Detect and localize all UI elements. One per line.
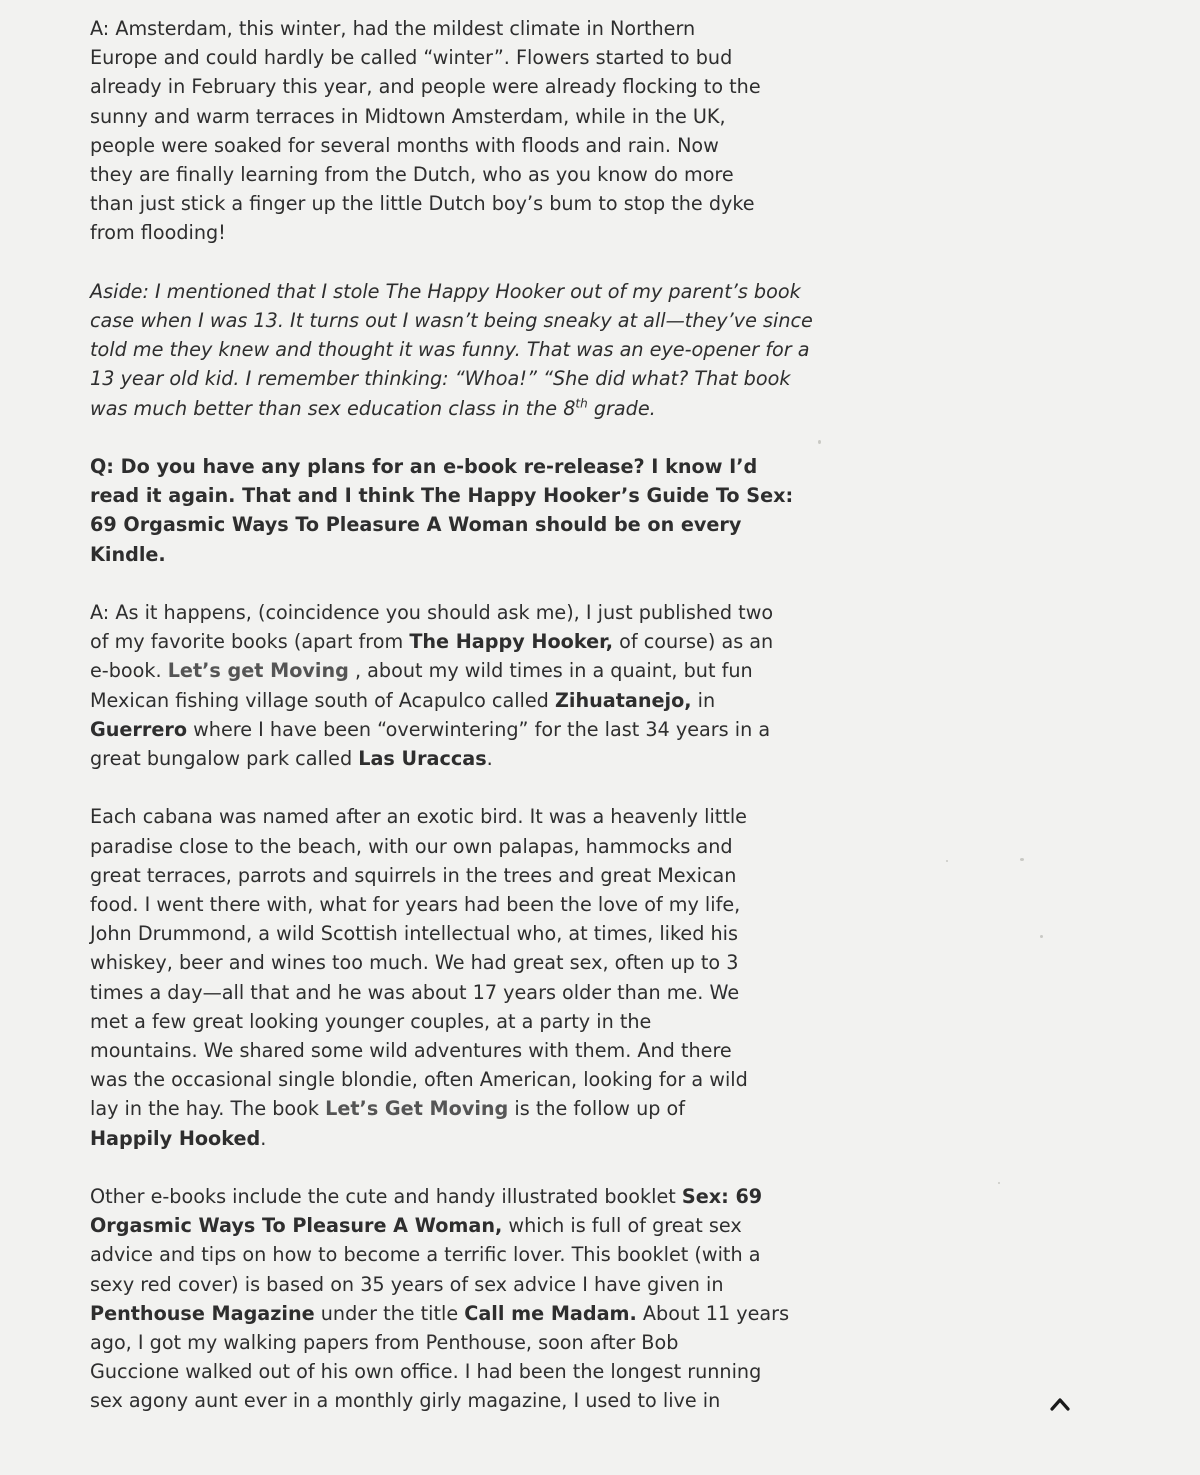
text-line [90, 656, 753, 685]
text-line: sex agony aunt ever in a monthly girly magazine, I used to live in [90, 1389, 721, 1413]
magazine-penthouse: Penthouse Magazine [90, 1301, 315, 1325]
text-run: . [260, 1126, 267, 1150]
text-line: paradise close to the beach, with our own palapas, hammocks and [90, 834, 733, 858]
text-run: Mexican fishing village south of Acapulco called [90, 688, 555, 712]
text-line: times a day—all that and he was about 17 years older than me. We [90, 980, 740, 1004]
book-link-lets-get-moving[interactable]: Let’s get Moving [167, 659, 349, 683]
text-run: was much better than sex education class in the 8 [90, 396, 576, 420]
text-run: grade. [587, 396, 656, 420]
question-paragraph [90, 452, 794, 569]
text-line: Each cabana was named after an exotic bird. It was a heavenly little [90, 805, 747, 829]
book-title-happy-hooker: The Happy Hooker, [409, 630, 614, 654]
text-line: sexy red cover) is based on 35 years of sex advice I have given in [90, 1272, 724, 1296]
text-line [90, 744, 740, 773]
text-run: lay in the hay. The book [90, 1097, 326, 1121]
text-run: which is full of great sex [502, 1214, 742, 1238]
scan-speck [998, 1182, 1000, 1184]
text-line: Guccione walked out of his own office. I had been the longest running [90, 1360, 762, 1384]
place-las-uraccas: Las Uraccas [358, 747, 487, 771]
text-run: of course) as an [613, 630, 774, 654]
text-run: is the follow up of [508, 1097, 686, 1121]
text-run: , about my wild times in a quaint, but fun [348, 659, 753, 683]
text-line: ago, I got my walking papers from Penthouse, soon after Bob [90, 1331, 679, 1355]
text-line: met a few great looking younger couples, at a party in the [90, 1009, 652, 1033]
text-line: 13 year old kid. I remember thinking: “Whoa!” “She did what? That book [90, 367, 791, 391]
text-line [90, 1182, 763, 1211]
text-line: 69 Orgasmic Ways To Pleasure A Woman should be on every [90, 513, 742, 537]
text-run: . [486, 747, 493, 771]
text-line: than just stick a finger up the little Dutch boy’s bum to stop the dyke [90, 192, 755, 216]
book-title-happily-hooked: Happily Hooked [90, 1126, 261, 1150]
text-line: sunny and warm terraces in Midtown Amsterdam, while in the UK, [90, 104, 726, 128]
text-run: of my favorite books (apart from [90, 630, 410, 654]
scroll-to-top-button[interactable] [1046, 1392, 1074, 1416]
aside-paragraph [90, 277, 813, 423]
text-line [90, 394, 740, 423]
text-line: food. I went there with, what for years had been the love of my life, [90, 893, 741, 917]
column-call-me-madam: Call me Madam. [464, 1301, 637, 1325]
article-body [90, 14, 813, 1416]
text-line: A: Amsterdam, this winter, had the mildest climate in Northern [90, 17, 696, 40]
text-line: read it again. That and I think The Happy Hooker’s Guide To Sex: [90, 484, 794, 508]
chevron-up-icon [1046, 1392, 1074, 1416]
text-run: where I have been “overwintering” for the last 34 years in a [187, 717, 771, 741]
text-run: e-book. [90, 659, 168, 683]
text-run: great bungalow park called [90, 747, 359, 771]
place-guerrero: Guerrero [90, 717, 188, 741]
text-line: was the occasional single blondie, often American, looking for a wild [90, 1068, 748, 1092]
scan-speck [1020, 858, 1024, 861]
text-line [90, 715, 771, 744]
text-line: advice and tips on how to become a terrific lover. This booklet (with a [90, 1243, 761, 1267]
text-line: John Drummond, a wild Scottish intellectual who, at times, liked his [90, 922, 738, 946]
text-line: Europe and could hardly be called “winter”. Flowers started to bud [90, 46, 733, 70]
text-run: About 11 years [636, 1301, 790, 1325]
book-link-lets-get-moving-2[interactable]: Let’s Get Moving [325, 1097, 509, 1121]
scan-speck [946, 860, 948, 862]
text-line: Kindle. [90, 542, 166, 566]
text-run: under the title [314, 1301, 465, 1325]
scan-speck [1040, 935, 1043, 938]
ordinal-suffix: th [575, 396, 588, 411]
text-line: great terraces, parrots and squirrels in the trees and great Mexican [90, 863, 737, 887]
book-title-sex-69: Sex: 69 [681, 1185, 763, 1209]
text-line: already in February this year, and people were already flocking to the [90, 75, 761, 99]
text-line: mountains. We shared some wild adventures with them. And there [90, 1039, 732, 1063]
paragraph-other-ebooks [90, 1182, 790, 1416]
paragraph-amsterdam [90, 14, 761, 248]
text-line: whiskey, beer and wines too much. We had great sex, often up to 3 [90, 951, 739, 975]
text-line: from flooding! [90, 221, 226, 245]
text-line [90, 686, 740, 715]
scan-speck [818, 440, 821, 444]
book-title-sex-69-cont: Orgasmic Ways To Pleasure A Woman, [90, 1214, 503, 1238]
text-line: they are finally learning from the Dutch, who as you know do more [90, 163, 734, 187]
text-line: told me they knew and thought it was funny. That was an eye-opener for a [90, 338, 810, 362]
text-line: people were soaked for several months with floods and rain. Now [90, 133, 719, 157]
text-run: in [691, 688, 716, 712]
text-line [90, 1124, 740, 1153]
text-line [90, 627, 774, 656]
text-run: Other e-books include the cute and handy illustrated booklet [90, 1185, 682, 1209]
place-zihuatanejo: Zihuatanejo, [554, 688, 692, 712]
text-line [90, 1094, 740, 1123]
text-line [90, 1299, 790, 1328]
answer-paragraph [90, 598, 774, 773]
paragraph-cabana [90, 802, 748, 1152]
text-line [90, 1211, 740, 1240]
text-line: Aside: I mentioned that I stole The Happy Hooker out of my parent’s book [90, 279, 801, 303]
text-line: A: As it happens, (coincidence you should ask me), I just published two [90, 601, 774, 625]
text-line: case when I was 13. It turns out I wasn’t being sneaky at all—they’ve since [90, 309, 813, 333]
text-line: Q: Do you have any plans for an e-book re-release? I know I’d [90, 455, 758, 479]
